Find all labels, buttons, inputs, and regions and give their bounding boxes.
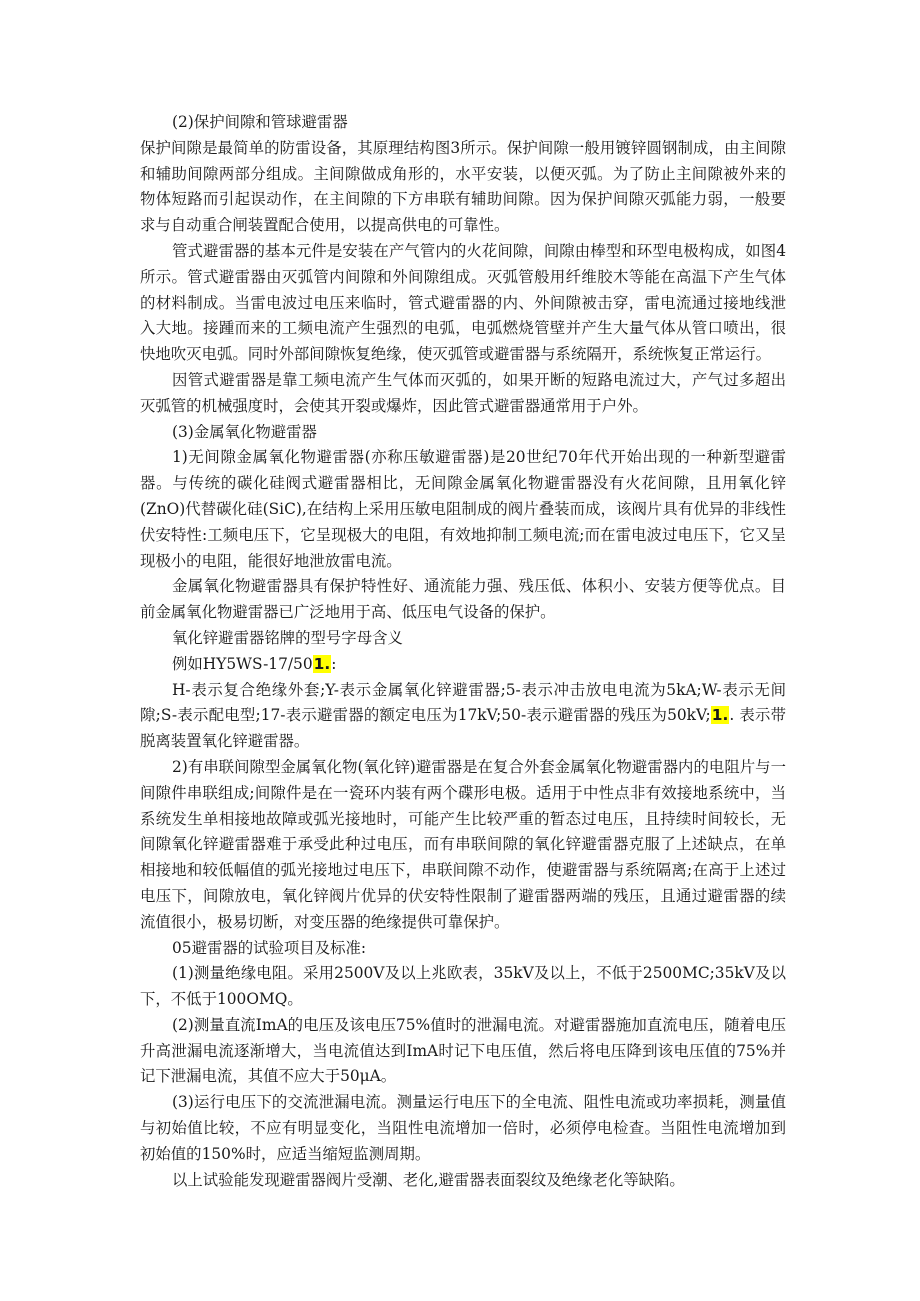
paragraph-tube-arrester-usage: 因管式避雷器是靠工频电流产生气体而灭弧的，如果开断的短路电流过大，产气过多超出灭弧管的机械强度时，会使其开裂或爆炸，因此管式避雷器通常用于户外。 — [140, 370, 786, 415]
paragraph-example-model — [140, 652, 786, 678]
document-body — [140, 110, 786, 1193]
example-suffix: : — [331, 654, 337, 673]
example-prefix: 例如HY5WS-17/50 — [172, 654, 313, 673]
paragraph-protective-gap: 保护间隙是最简单的防雷设备，其原理结构图3所示。保护间隙一般用镀锌圆钢制成，由主间隙和辅助间隙两部分组成。主间隙做成角形的，水平安装，以便灭弧。为了防止主间隙被外来的物体短路而引起误动作，在主间隙的下方串联有辅助间隙。因为保护间隙灭弧能力弱，一般要求与自动重合闸装置配合使用，以提高供电的可靠性。 — [140, 138, 786, 235]
section-heading-metal-oxide: (3)金属氧化物避雷器 — [172, 422, 317, 441]
paragraph-model-legend — [140, 678, 786, 755]
legend-part2: . 表示带脱离装置氧化锌避雷器。 — [140, 706, 786, 751]
paragraph-conclusion: 以上试验能发现避雷器阀片受潮、老化,避雷器表面裂纹及绝缘老化等缺陷。 — [172, 1170, 685, 1189]
paragraph-nameplate-title: 氧化锌避雷器铭牌的型号字母含义 — [172, 628, 403, 647]
highlight-mark: 1. — [711, 706, 729, 725]
legend-part1: H-表示复合绝缘外套;Y-表示金属氧化锌避雷器;5-表示冲击放电电流为5kA;W-表示无间隙;S-表示配电型;17-表示避雷器的额定电压为17kV;50-表示避雷器的残压为50kV; — [140, 680, 786, 725]
paragraph-test-dc: (2)测量直流ImA的电压及该电压75%值时的泄漏电流。对避雷器施加直流电压，随着电压升高泄漏电流逐渐增大，当电流值达到ImA时记下电压值，然后将电压降到该电压值的75%并记下泄漏电流，其值不应大于50μA。 — [140, 1015, 786, 1086]
paragraph-tube-arrester: 管式避雷器的基本元件是安装在产气管内的火花间隙，间隙由棒型和环型电极构成，如图4所示。管式避雷器由灭弧管内间隙和外间隙组成。灭弧管般用纤维胶木等能在高温下产生气体的材料制成。当雷电波过电压来临时，管式避雷器的内、外间隙被击穿，雷电流通过接地线泄入大地。接踵而来的工频电流产生强烈的电弧，电弧燃烧管壁并产生大量气体从管口喷出，很快地吹灭电弧。同时外部间隙恢复绝缘，使灭弧管或避雷器与系统隔开，系统恢复正常运行。 — [140, 241, 786, 364]
paragraph-moa-advantages: 金属氧化物避雷器具有保护特性好、通流能力强、残压低、体积小、安装方便等优点。目前金属氧化物避雷器已广泛地用于高、低压电气设备的保护。 — [140, 577, 786, 622]
section-heading-protective-gap: (2)保护间隙和管球避雷器 — [172, 113, 348, 131]
paragraph-test-insulation: (1)测量绝缘电阻。采用2500V及以上兆欧表，35kV及以上，不低于2500MC;35kV及以下，不低于100OMQ。 — [140, 964, 786, 1009]
paragraph-test-ac-leakage: (3)运行电压下的交流泄漏电流。测量运行电压下的全电流、阻性电流或功率损耗，测量值与初始值比较，不应有明显变化，当阻性电流增加一倍时，必须停电检查。当阻性电流增加到初始值的150%时，应适当缩短监测周期。 — [140, 1093, 786, 1163]
paragraph-gapless-moa: 1)无间隙金属氧化物避雷器(亦称压敏避雷器)是20世纪70年代开始出现的一种新型避雷器。与传统的碳化硅阀式避雷器相比，无间隙金属氧化物避雷器没有火花间隙，且用氧化锌(ZnO)代替碳化硅(SiC),在结构上采用压敏电阻制成的阀片叠装而成，该阀片具有优异的非线性伏安特性:工频电压下，它呈现极大的电阻，有效地抑制工频电流;而在雷电波过电压下，它又呈现极小的电阻，能很好地泄放雷电流。 — [140, 448, 786, 570]
section-heading-test-items: 05避雷器的试验项目及标准: — [172, 938, 367, 957]
paragraph-series-gap-moa: 2)有串联间隙型金属氧化物(氧化锌)避雷器是在复合外套金属氧化物避雷器内的电阻片与一间隙件串联组成;间隙件是在一瓷环内装有两个碟形电极。适用于中性点非有效接地系统中，当系统发生单相接地故障或弧光接地时，可能产生比较严重的暂态过电压，且持续时间较长，无间隙氧化锌避雷器难于承受此种过电压，而有串联间隙的氧化锌避雷器克服了上述缺点，在单相接地和较低幅值的弧光接地过电压下，串联间隙不动作，使避雷器与系统隔离;在高于上述过电压下，间隙放电，氧化锌阀片优异的伏安特性限制了避雷器两端的残压，且通过避雷器的续流值很小，极易切断，对变压器的绝缘提供可靠保护。 — [140, 757, 786, 931]
highlight-mark: 1. — [313, 654, 331, 673]
